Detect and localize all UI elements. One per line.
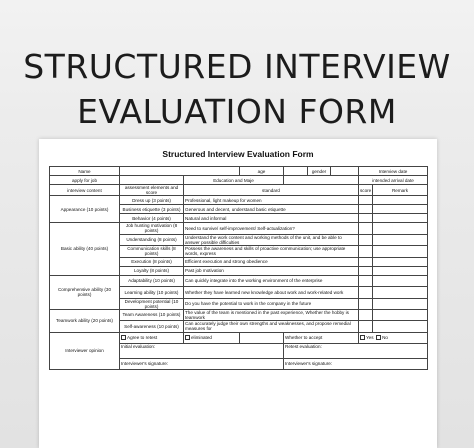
accept-options: Yes No [359,332,428,343]
standard-text: Efficient execution and strong obedience [184,257,359,266]
remark-cell[interactable] [373,214,428,223]
score-cell[interactable] [359,309,373,321]
table-row [50,309,428,321]
score-cell[interactable] [359,205,373,214]
standard-text: Do you have the potential to work in the company in the future [184,298,359,309]
table-row [50,196,428,205]
score-cell[interactable] [359,223,373,235]
standard-text: Understand the work content and working methods of the unit, and be able to answer possible difficulties [184,234,359,246]
apply-for-job-value[interactable] [120,176,184,185]
assessment-element: Self-awareness (10 points) [120,321,184,333]
standard-text: Professional, light makeup for women [184,196,359,205]
standard-text: Generous and decent, understand basic etiquette [184,205,359,214]
remark-cell[interactable] [373,257,428,266]
interviewer-signature-left[interactable]: Interviewer's signature: [120,358,284,369]
remark-cell[interactable] [373,266,428,275]
whether-to-accept-label: Whether to accept [284,332,359,343]
standard-header: standard [184,185,359,196]
assessment-element: Job hunting motivation (8 points) [120,223,184,235]
remark-cell[interactable] [373,309,428,321]
remark-cell[interactable] [373,275,428,287]
interviewer-signature-right[interactable]: Interviewer's signature: [284,358,428,369]
remark-cell[interactable] [373,321,428,333]
remark-cell[interactable] [373,205,428,214]
form-title: Structured Interview Evaluation Form [162,149,314,159]
standard-text: The value of the team is mentioned in the past experience, Whether the hobby is teamwork [184,309,359,321]
name-value[interactable] [120,167,240,176]
page-title [0,44,474,134]
age-label: age [240,167,284,176]
assessment-element: Behavior (4 points) [120,214,184,223]
table-row [50,223,428,235]
standard-text: Need to survive/ self-improvement/ Self-actualization? [184,223,359,235]
table-row [50,332,428,343]
page-title-line-2: EVALUATION FORM [77,92,397,131]
score-cell[interactable] [359,287,373,299]
appearance-category: Appearance (10 points) [50,196,120,223]
assessment-element: Communication skills (8 points) [120,246,184,258]
standard-text: Can accurately judge their own strengths and weaknesses, and propose remedial measures for [184,321,359,333]
assessment-element: Loyalty (8 points) [120,266,184,275]
assessment-element: Dress up (3 points) [120,196,184,205]
remark-cell[interactable] [373,196,428,205]
education-value[interactable] [284,176,359,185]
score-cell[interactable] [359,298,373,309]
remark-header: Remark [373,185,428,196]
standard-text: Whether they have learned new knowledge about work and work-related work [184,287,359,299]
score-cell[interactable] [359,257,373,266]
standard-text: Natural and informal [184,214,359,223]
assessment-element: Adaptability (10 points) [120,275,184,287]
remark-cell[interactable] [373,234,428,246]
initial-evaluation-field[interactable]: Initial evaluation: [120,343,284,358]
assessment-element: Development potential (10 points) [120,298,184,309]
apply-for-job-label: apply for job [50,176,120,185]
basic-ability-category: Basic ability (40 points) [50,223,120,276]
interviewer-opinion-label: Interviewer opinion [50,332,120,369]
arrival-date-label: intended arrival date [359,176,428,185]
name-label: Name [50,167,120,176]
checkbox-icon[interactable] [121,335,126,340]
assessment-element: Learning ability (10 points) [120,287,184,299]
standard-text: Past job motivation [184,266,359,275]
assessment-header: assessment elements and score [120,185,184,196]
table-row [50,176,428,185]
assessment-element: Business etiquette (3 points) [120,205,184,214]
score-cell[interactable] [359,266,373,275]
no-checkbox-icon[interactable] [376,335,381,340]
table-row [50,167,428,176]
gender-value[interactable] [331,167,359,176]
standard-text: Possess the awareness and skills of proactive communication; use appropriate words, express [184,246,359,258]
score-cell[interactable] [359,234,373,246]
table-row [50,185,428,196]
remark-cell[interactable] [373,223,428,235]
checkbox-icon[interactable] [185,335,190,340]
yes-checkbox-icon[interactable] [360,335,365,340]
score-header: score [359,185,373,196]
remark-cell[interactable] [373,246,428,258]
score-cell[interactable] [359,214,373,223]
page-title-line-1: STRUCTURED INTERVIEW [23,47,451,86]
eliminated-option[interactable]: eliminated [184,332,240,343]
retest-evaluation-field[interactable]: Retest evaluation: [284,343,428,358]
score-cell[interactable] [359,275,373,287]
teamwork-category: Teamwork ability (20 points) [50,309,120,332]
comprehensive-category: Comprehensive ability (30 points) [50,275,120,309]
education-label: Education and Maje [184,176,284,185]
score-cell[interactable] [359,321,373,333]
interview-content-header: interview content [50,185,120,196]
evaluation-table [49,166,428,370]
gender-label: gender [308,167,331,176]
remark-cell[interactable] [373,298,428,309]
table-row [50,275,428,287]
assessment-element: Understanding (8 points) [120,234,184,246]
assessment-element: Execution (8 points) [120,257,184,266]
remark-cell[interactable] [373,287,428,299]
agree-to-retest-option[interactable]: Agree to retest [120,332,184,343]
age-value[interactable] [284,167,308,176]
standard-text: Can quickly integrate into the working environment of the enterprise [184,275,359,287]
score-cell[interactable] [359,196,373,205]
form-sheet [39,139,437,448]
assessment-element: Team Awareness (10 points) [120,309,184,321]
score-cell[interactable] [359,246,373,258]
interview-date-label: Interview date [359,167,428,176]
